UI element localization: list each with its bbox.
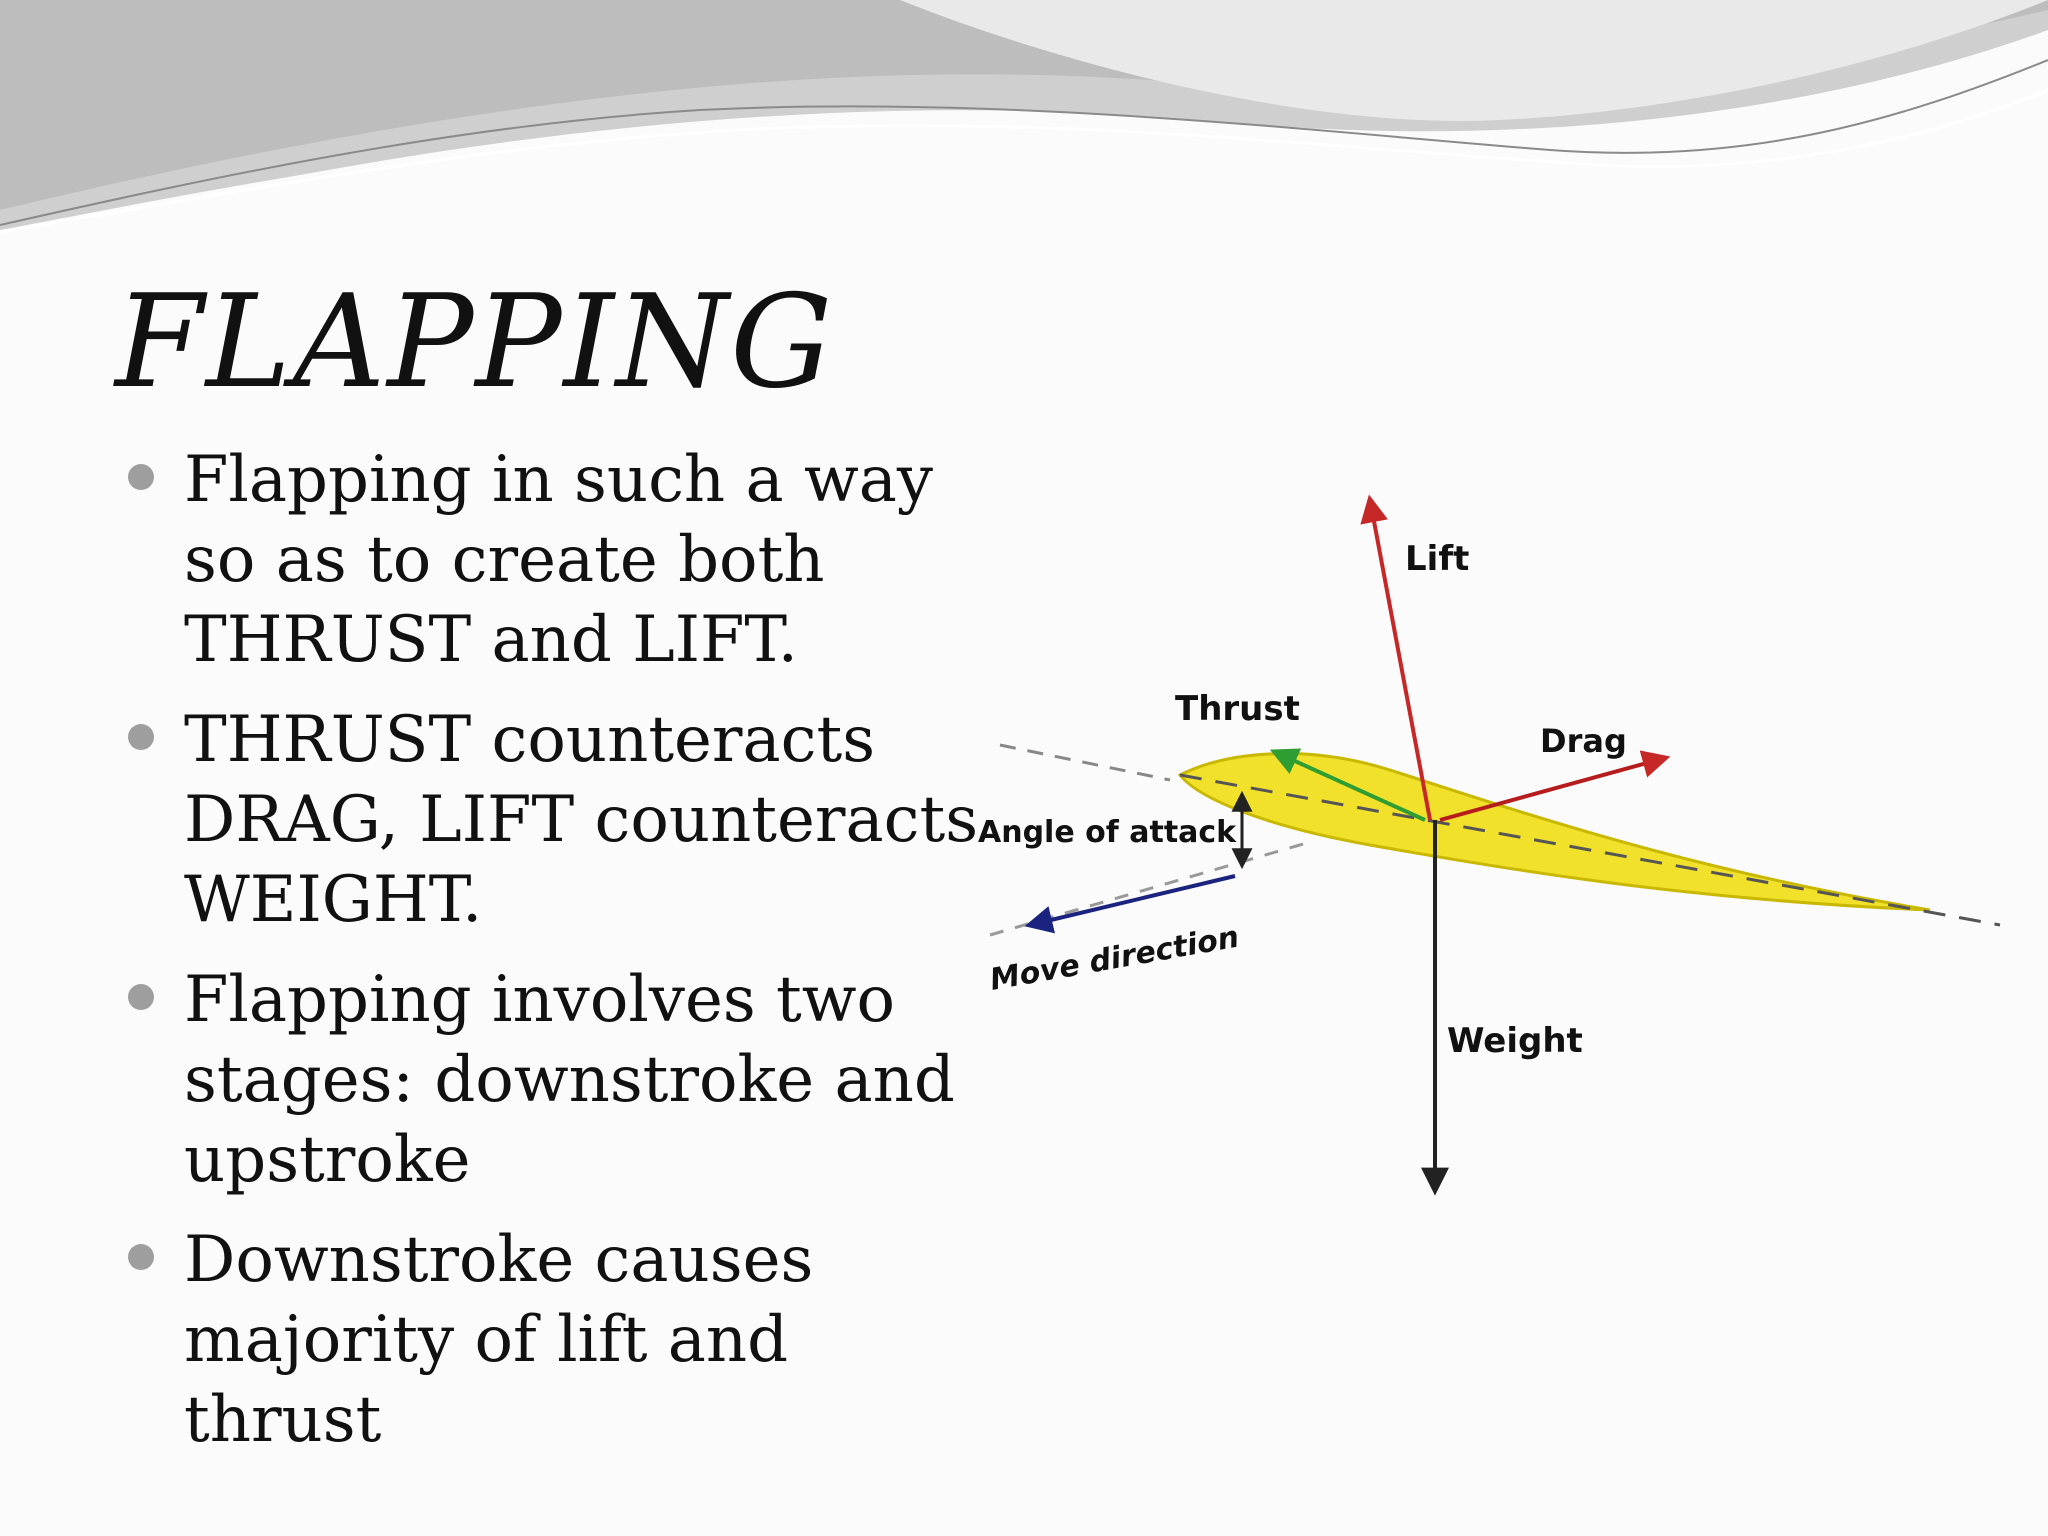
- bullet-item: [120, 960, 1000, 1200]
- thrust-label: Thrust: [1175, 689, 1300, 729]
- reference-line-upper: [1000, 745, 1170, 780]
- wing-forces-diagram: [970, 470, 2010, 1210]
- drag-arrow: [1440, 758, 1665, 820]
- bullet-item: [120, 1220, 1000, 1460]
- lift-label: Lift: [1405, 539, 1470, 579]
- bullet-text: Flapping in such a way so as to create both THRUST and LIFT.: [184, 443, 934, 677]
- move-direction-arrow: [1030, 876, 1235, 925]
- bullet-dot-icon: [128, 724, 154, 750]
- weight-label: Weight: [1447, 1021, 1583, 1061]
- bullet-list: [120, 440, 1000, 1480]
- bullet-text: Downstroke causes majority of lift and thrust: [184, 1223, 814, 1457]
- slide-title: FLAPPING: [115, 268, 835, 417]
- bullet-text: THRUST counteracts DRAG, LIFT counteracts WEIGHT.: [184, 703, 979, 937]
- move-direction-label: Move direction: [987, 919, 1242, 998]
- wing-shape: [1180, 754, 1930, 910]
- bullet-item: [120, 440, 1000, 680]
- drag-label: Drag: [1540, 722, 1627, 760]
- bullet-item: [120, 700, 1000, 940]
- bullet-dot-icon: [128, 1244, 154, 1270]
- angle-of-attack-label: Angle of attack: [978, 815, 1237, 850]
- bullet-dot-icon: [128, 984, 154, 1010]
- bullet-dot-icon: [128, 464, 154, 490]
- bullet-text: Flapping involves two stages: downstroke and upstroke: [184, 963, 955, 1197]
- top-wave-decoration: [0, 0, 2048, 240]
